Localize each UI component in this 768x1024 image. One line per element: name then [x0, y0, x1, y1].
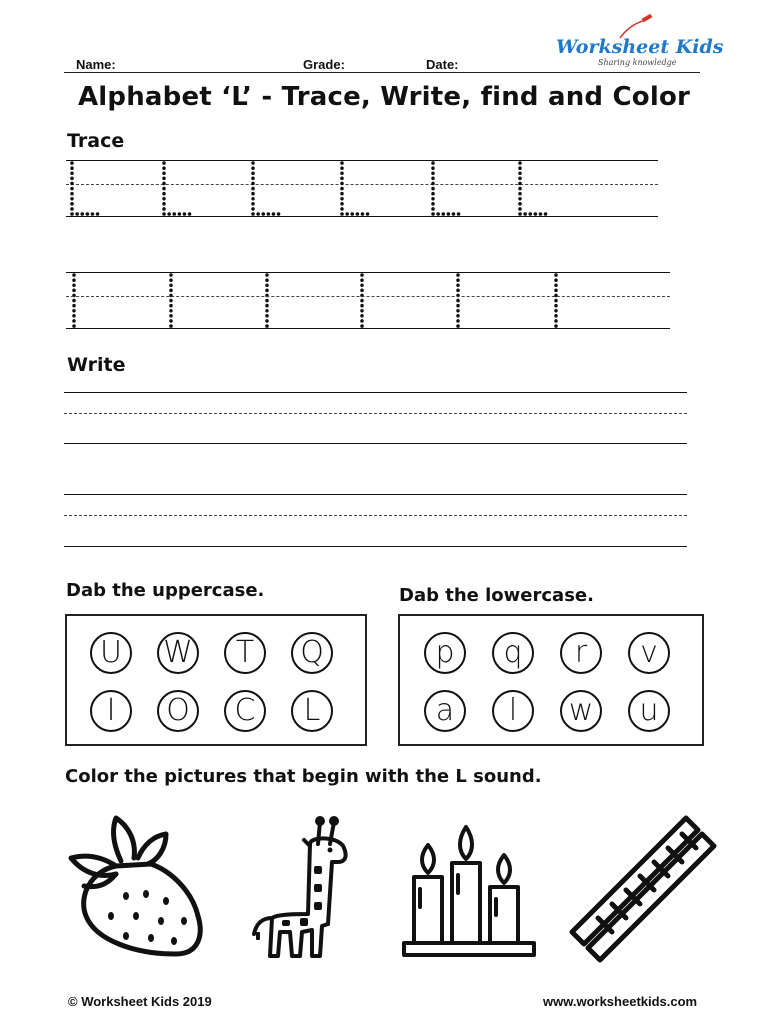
footer-website[interactable]: www.worksheetkids.com [543, 994, 698, 1009]
dab-circle[interactable]: T [224, 632, 266, 674]
strawberry-icon[interactable] [66, 816, 206, 956]
dab-circle[interactable]: q [492, 632, 534, 674]
dab-circle[interactable]: w [560, 690, 602, 732]
dab-circle[interactable]: C [224, 690, 266, 732]
trace-letters [0, 0, 768, 340]
dab-lowercase-box [398, 614, 704, 746]
trace-row2-mid-line [66, 296, 670, 297]
ladder-icon[interactable] [566, 812, 716, 962]
footer-copyright: © Worksheet Kids 2019 [68, 994, 212, 1009]
trace-row2-base-line [66, 328, 670, 329]
dab-lowercase-heading: Dab the lowercase. [399, 585, 594, 606]
name-label: Name: [76, 57, 116, 72]
write-row2-base-line [64, 546, 687, 547]
dab-uppercase-box [65, 614, 367, 746]
page-title: Alphabet ‘L’ - Trace, Write, find and Color [77, 82, 691, 112]
dab-uppercase-heading: Dab the uppercase. [66, 580, 265, 601]
dab-circle[interactable]: l [492, 690, 534, 732]
dab-circle[interactable]: U [90, 632, 132, 674]
dab-circle[interactable]: L [291, 690, 333, 732]
dab-circle[interactable]: a [424, 690, 466, 732]
trace-heading: Trace [67, 130, 125, 152]
write-row1-base-line [64, 443, 687, 444]
dab-circle[interactable]: p [424, 632, 466, 674]
logo-brand: Worksheet Kids [556, 36, 724, 58]
write-heading: Write [67, 354, 126, 376]
write-row1-mid-line [64, 413, 687, 414]
write-row1-top-line[interactable] [64, 392, 687, 393]
dab-circle[interactable]: W [157, 632, 199, 674]
write-row2-mid-line [64, 515, 687, 516]
dab-circle[interactable]: r [560, 632, 602, 674]
write-row2-top-line[interactable] [64, 494, 687, 495]
trace-row2-top-line [66, 272, 670, 273]
dab-circle[interactable]: O [157, 690, 199, 732]
dab-circle[interactable]: u [628, 690, 670, 732]
dab-circle[interactable]: I [90, 690, 132, 732]
dab-circle[interactable]: v [628, 632, 670, 674]
color-heading: Color the pictures that begin with the L sound. [65, 766, 542, 787]
date-label: Date: [426, 57, 459, 72]
giraffe-icon[interactable] [248, 814, 358, 959]
grade-label: Grade: [303, 57, 345, 72]
candles-icon[interactable] [400, 815, 540, 960]
logo-tagline: Sharing knowledge [598, 58, 677, 67]
dab-circle[interactable]: Q [291, 632, 333, 674]
